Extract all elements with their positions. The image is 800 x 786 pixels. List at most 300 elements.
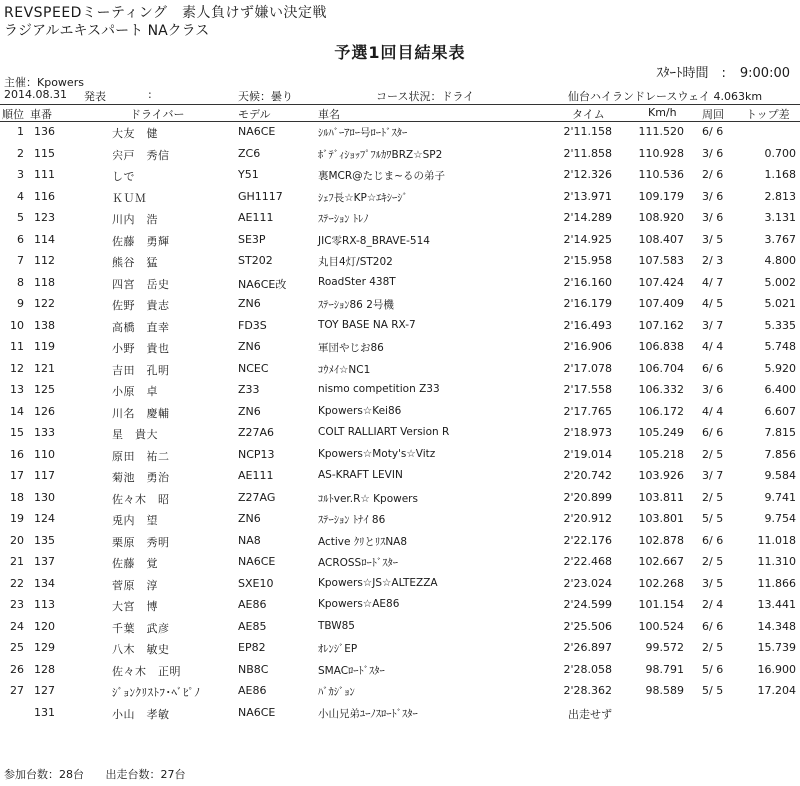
cell-car: TOY BASE NA RX-7 bbox=[318, 318, 416, 331]
cell-gap: 7.856 bbox=[764, 447, 796, 461]
cell-gap: 13.441 bbox=[757, 598, 796, 611]
cell-laps: 2/ 5 bbox=[702, 641, 724, 654]
cell-pos: 11 bbox=[10, 340, 24, 353]
cell-num: 121 bbox=[34, 361, 55, 375]
cell-time: 2'16.906 bbox=[563, 340, 612, 353]
cell-kmh: 106.704 bbox=[638, 361, 684, 375]
cell-num: 111 bbox=[34, 168, 55, 181]
cell-num: 126 bbox=[34, 404, 55, 418]
cell-model: NA6CE bbox=[238, 125, 276, 138]
cell-driver: 川名 慶輔 bbox=[112, 406, 170, 420]
table-row bbox=[0, 637, 800, 659]
cell-driver: 小野 貴也 bbox=[112, 342, 170, 355]
cell-time: 出走せず bbox=[568, 707, 612, 721]
cell-pos: 22 bbox=[10, 576, 24, 590]
table-row bbox=[0, 702, 800, 724]
table-row bbox=[0, 616, 800, 638]
cell-laps: 3/ 6 bbox=[702, 189, 724, 203]
cell-laps: 2/ 6 bbox=[702, 168, 724, 181]
meta-line bbox=[0, 88, 800, 104]
cell-model: NB8C bbox=[238, 662, 269, 676]
cell-pos: 15 bbox=[10, 426, 24, 439]
cell-kmh: 106.838 bbox=[638, 340, 684, 353]
header-car: 車名 bbox=[318, 108, 340, 121]
cell-model: Z27A6 bbox=[238, 426, 275, 439]
cell-time: 2'24.599 bbox=[563, 598, 612, 611]
cell-driver: 熊谷 猛 bbox=[112, 256, 158, 269]
cell-num: 118 bbox=[34, 275, 55, 289]
header-gap: トップ差 bbox=[746, 108, 790, 121]
cell-pos: 5 bbox=[17, 211, 24, 224]
cell-kmh: 106.172 bbox=[638, 404, 684, 418]
cell-car: 軍団やじお86 bbox=[318, 342, 384, 354]
cell-driver: 佐藤 勇輝 bbox=[112, 234, 170, 248]
cell-model: ZN6 bbox=[238, 404, 261, 418]
cell-kmh: 109.179 bbox=[638, 189, 684, 203]
cell-pos: 23 bbox=[10, 598, 24, 611]
cell-car: Active ｸﾘとﾘｽNA8 bbox=[318, 535, 408, 548]
cell-model: AE86 bbox=[238, 684, 267, 697]
cell-car: Kpowers☆AE86 bbox=[318, 598, 400, 610]
cell-car: RoadSter 438T bbox=[318, 275, 396, 288]
cell-time: 2'19.014 bbox=[563, 447, 612, 461]
cell-num: 114 bbox=[34, 232, 55, 246]
cell-gap: 5.021 bbox=[764, 297, 796, 310]
cell-model: FD3S bbox=[238, 318, 267, 332]
cell-model: AE85 bbox=[238, 619, 267, 633]
table-row bbox=[0, 379, 800, 401]
cell-car: ｵﾚﾝｼﾞEP bbox=[318, 643, 358, 655]
cell-time: 2'17.558 bbox=[563, 383, 612, 396]
cell-model: NCP13 bbox=[238, 447, 275, 461]
cell-kmh: 101.154 bbox=[638, 598, 684, 611]
cell-time: 2'14.925 bbox=[563, 232, 612, 246]
cell-time: 2'22.468 bbox=[563, 555, 612, 568]
cell-laps: 3/ 6 bbox=[702, 211, 724, 224]
cell-car: ACROSSﾛｰﾄﾞｽﾀｰ bbox=[318, 557, 398, 569]
table-row bbox=[0, 315, 800, 337]
cell-pos: 6 bbox=[17, 232, 24, 246]
cell-model: Z33 bbox=[238, 383, 260, 396]
cell-car: ｽﾃｰｼｮﾝ ﾄﾚﾉ bbox=[318, 213, 369, 225]
cell-model: ZN6 bbox=[238, 340, 261, 353]
cell-model: Z27AG bbox=[238, 490, 276, 504]
table-row bbox=[0, 594, 800, 616]
cell-car: COLT RALLIART Version R bbox=[318, 426, 450, 438]
cell-laps: 6/ 6 bbox=[702, 361, 724, 375]
cell-pos: 27 bbox=[10, 684, 24, 697]
cell-time: 2'14.289 bbox=[563, 211, 612, 224]
cell-pos: 21 bbox=[10, 555, 24, 568]
cell-laps: 2/ 5 bbox=[702, 447, 724, 461]
header-model: モデル bbox=[238, 108, 271, 121]
cell-driver: 大宮 博 bbox=[112, 600, 158, 613]
cell-model: SE3P bbox=[238, 232, 266, 246]
cell-car: nismo competition Z33 bbox=[318, 383, 440, 395]
cell-driver: 千葉 武彦 bbox=[112, 621, 170, 635]
cell-model: ZN6 bbox=[238, 512, 261, 525]
cell-gap: 11.018 bbox=[757, 533, 796, 547]
cell-car: SMACﾛｰﾄﾞｽﾀｰ bbox=[318, 664, 385, 677]
cell-pos: 18 bbox=[10, 490, 24, 504]
cell-pos: 7 bbox=[17, 254, 24, 267]
cell-num: 119 bbox=[34, 340, 55, 353]
weather: 天候：曇り bbox=[238, 90, 293, 103]
cell-pos: 9 bbox=[17, 297, 24, 310]
cell-num: 115 bbox=[34, 146, 55, 160]
cell-driver: 川内 浩 bbox=[112, 213, 158, 226]
cell-car: AS-KRAFT LEVIN bbox=[318, 469, 403, 481]
cell-car: ｽﾃｰｼｮﾝ86 2号機 bbox=[318, 299, 394, 311]
cell-driver: 高橋 直幸 bbox=[112, 320, 170, 334]
cell-time: 2'11.158 bbox=[563, 125, 612, 138]
cell-car: ﾊﾞｶｼﾞｮﾝ bbox=[318, 686, 355, 698]
cell-laps: 6/ 6 bbox=[702, 619, 724, 633]
cell-kmh: 99.572 bbox=[645, 641, 684, 654]
cell-time: 2'20.742 bbox=[563, 469, 612, 482]
cell-driver: 佐野 貴志 bbox=[112, 299, 170, 312]
cell-time: 2'11.858 bbox=[563, 146, 612, 160]
cell-kmh: 107.162 bbox=[638, 318, 684, 332]
cell-laps: 2/ 4 bbox=[702, 598, 724, 611]
class-title: ラジアルエキスパート NAクラス bbox=[4, 23, 210, 39]
cell-num: 116 bbox=[34, 189, 55, 203]
cell-num: 135 bbox=[34, 533, 55, 547]
cell-gap: 11.310 bbox=[757, 555, 796, 568]
entries-count: 参加台数：28台 bbox=[4, 768, 84, 781]
event-title: REVSPEEDミーティング 素人負けず嫌い決定戦 bbox=[4, 5, 328, 21]
cell-time: 2'22.176 bbox=[563, 533, 612, 547]
cell-car: ｼｪﾌ長☆KP☆ｴｷｼｰｼﾞ bbox=[318, 191, 408, 204]
cell-num: 136 bbox=[34, 125, 55, 138]
cell-num: 110 bbox=[34, 447, 55, 461]
cell-laps: 4/ 5 bbox=[702, 297, 724, 310]
cell-driver: 菅原 淳 bbox=[112, 578, 158, 592]
cell-car: 丸目4灯/ST202 bbox=[318, 256, 393, 268]
cell-driver: 吉田 孔明 bbox=[112, 363, 170, 377]
cell-kmh: 110.928 bbox=[638, 146, 684, 160]
starters-count: 出走台数：27台 bbox=[105, 768, 186, 781]
cell-kmh: 107.409 bbox=[638, 297, 684, 310]
cell-num: 127 bbox=[34, 684, 55, 697]
cell-laps: 5/ 6 bbox=[702, 662, 724, 676]
cell-gap: 5.920 bbox=[764, 361, 796, 375]
cell-driver: 八木 敏史 bbox=[112, 643, 170, 656]
cell-gap: 6.400 bbox=[764, 383, 796, 396]
cell-gap: 5.748 bbox=[764, 340, 796, 353]
cell-driver: 星 貴大 bbox=[112, 428, 158, 441]
cell-laps: 3/ 7 bbox=[702, 318, 724, 332]
header-driver: ドライバー bbox=[130, 108, 185, 121]
cell-laps: 3/ 7 bbox=[702, 469, 724, 482]
cell-driver: 宍戸 秀信 bbox=[112, 148, 170, 162]
cell-gap: 3.131 bbox=[764, 211, 796, 224]
cell-car: 小山兄弟ﾕｰﾉｽﾛｰﾄﾞｽﾀｰ bbox=[318, 707, 418, 720]
cell-laps: 6/ 6 bbox=[702, 426, 724, 439]
cell-time: 2'17.765 bbox=[563, 404, 612, 418]
cell-num: 112 bbox=[34, 254, 55, 267]
cell-driver: 兎内 望 bbox=[112, 514, 158, 527]
cell-car: Kpowers☆Kei86 bbox=[318, 404, 402, 417]
cell-time: 2'17.078 bbox=[563, 361, 612, 375]
cell-driver: 四宮 岳史 bbox=[112, 277, 170, 291]
cell-pos: 20 bbox=[10, 533, 24, 547]
cell-pos: 25 bbox=[10, 641, 24, 654]
cell-pos: 13 bbox=[10, 383, 24, 396]
cell-laps: 5/ 5 bbox=[702, 684, 724, 697]
cell-pos: 2 bbox=[17, 146, 24, 160]
cell-driver: 大友 健 bbox=[112, 127, 158, 140]
cell-pos: 1 bbox=[17, 125, 24, 138]
table-row bbox=[0, 487, 800, 509]
cell-gap: 9.754 bbox=[764, 512, 796, 525]
cell-kmh: 100.524 bbox=[638, 619, 684, 633]
table-row bbox=[0, 530, 800, 552]
cell-time: 2'20.899 bbox=[563, 490, 612, 504]
cell-gap: 6.607 bbox=[764, 404, 796, 418]
cell-pos: 14 bbox=[10, 404, 24, 418]
cell-driver: 佐々木 昭 bbox=[112, 492, 170, 506]
date: 2014.08.31 bbox=[4, 88, 67, 101]
cell-laps: 3/ 5 bbox=[702, 576, 724, 590]
cell-gap: 0.700 bbox=[764, 146, 796, 160]
cell-car: TBW85 bbox=[318, 619, 355, 632]
cell-gap: 1.168 bbox=[764, 168, 796, 181]
cell-car: ｽﾃｰｼｮﾝ ﾄﾅｲ 86 bbox=[318, 514, 386, 526]
cell-car: ｺｳﾒｲ☆NC1 bbox=[318, 363, 371, 376]
cell-car: ｺﾙﾄver.R☆ Kpowers bbox=[318, 492, 418, 505]
cell-num: 125 bbox=[34, 383, 55, 396]
cell-driver: ｼﾞｮﾝｸﾘｽﾄﾌ･ﾍﾞﾋﾟﾉ bbox=[112, 686, 201, 699]
cell-time: 2'28.362 bbox=[563, 684, 612, 697]
cell-kmh: 102.878 bbox=[638, 533, 684, 547]
cell-time: 2'26.897 bbox=[563, 641, 612, 654]
cell-car: Kpowers☆Moty's☆Vitz bbox=[318, 447, 436, 460]
cell-time: 2'25.506 bbox=[563, 619, 612, 633]
cell-pos: 26 bbox=[10, 662, 24, 676]
cell-kmh: 103.811 bbox=[638, 490, 684, 504]
cell-model: NA6CE bbox=[238, 705, 276, 719]
cell-laps: 2/ 5 bbox=[702, 490, 724, 504]
cell-num: 128 bbox=[34, 662, 55, 676]
cell-model: NA6CE bbox=[238, 555, 276, 568]
cell-num: 129 bbox=[34, 641, 55, 654]
table-row bbox=[0, 250, 800, 272]
cell-kmh: 105.249 bbox=[638, 426, 684, 439]
cell-model: NA6CE改 bbox=[238, 277, 287, 291]
table-row bbox=[0, 680, 800, 702]
cell-kmh: 108.920 bbox=[638, 211, 684, 224]
cell-time: 2'13.971 bbox=[563, 189, 612, 203]
cell-model: GH1117 bbox=[238, 189, 283, 203]
cell-driver: ＫＵＭ bbox=[112, 191, 147, 205]
cell-kmh: 102.667 bbox=[638, 555, 684, 568]
cell-kmh: 103.926 bbox=[638, 469, 684, 482]
cell-gap: 5.002 bbox=[764, 275, 796, 289]
course-condition: コース状況：ドライ bbox=[376, 90, 475, 103]
cell-car: 裏MCR@たじま~るの弟子 bbox=[318, 170, 445, 182]
cell-model: ZC6 bbox=[238, 146, 261, 160]
cell-model: Y51 bbox=[238, 168, 259, 181]
cell-num: 120 bbox=[34, 619, 55, 633]
cell-model: ST202 bbox=[238, 254, 273, 267]
cell-pos: 12 bbox=[10, 361, 24, 375]
cell-kmh: 103.801 bbox=[638, 512, 684, 525]
table-row bbox=[0, 659, 800, 681]
table-row bbox=[0, 551, 800, 573]
cell-laps: 4/ 7 bbox=[702, 275, 724, 289]
cell-pos: 19 bbox=[10, 512, 24, 525]
cell-time: 2'18.973 bbox=[563, 426, 612, 439]
cell-laps: 3/ 6 bbox=[702, 383, 724, 396]
table-header bbox=[0, 104, 800, 122]
cell-model: AE86 bbox=[238, 598, 267, 611]
start-time bbox=[656, 62, 790, 81]
cell-model: NA8 bbox=[238, 533, 261, 547]
header-laps: 周回 bbox=[702, 108, 724, 121]
cell-time: 2'16.179 bbox=[563, 297, 612, 310]
table-row bbox=[0, 444, 800, 466]
cell-kmh: 102.268 bbox=[638, 576, 684, 590]
cell-gap: 9.584 bbox=[764, 469, 796, 482]
cell-driver: 原田 祐二 bbox=[112, 449, 170, 463]
cell-gap: 17.204 bbox=[757, 684, 796, 697]
table-row bbox=[0, 401, 800, 423]
cell-gap: 14.348 bbox=[757, 619, 796, 633]
cell-model: NCEC bbox=[238, 361, 269, 375]
footer bbox=[4, 766, 204, 782]
header-time: タイム bbox=[572, 108, 605, 121]
cell-model: AE111 bbox=[238, 469, 274, 482]
cell-car: ｼﾙﾊﾞｰｱﾛｰ号ﾛｰﾄﾞｽﾀｰ bbox=[318, 127, 408, 139]
start-time-label: ｽﾀｰﾄ時間 : bbox=[656, 66, 726, 81]
table-row bbox=[0, 508, 800, 530]
cell-kmh: 108.407 bbox=[638, 232, 684, 246]
cell-time: 2'28.058 bbox=[563, 662, 612, 676]
cell-kmh: 106.332 bbox=[638, 383, 684, 396]
cell-num: 123 bbox=[34, 211, 55, 224]
header-kmh: Km/h bbox=[648, 106, 677, 119]
cell-kmh: 107.583 bbox=[638, 254, 684, 267]
cell-pos: 8 bbox=[17, 275, 24, 289]
organizer: 主催：Kpowers bbox=[4, 76, 84, 89]
cell-gap: 3.767 bbox=[764, 232, 796, 246]
cell-driver: 栗原 秀明 bbox=[112, 535, 170, 549]
start-time-value: 9:00:00 bbox=[739, 66, 790, 81]
cell-driver: 佐藤 覚 bbox=[112, 557, 158, 570]
table-row bbox=[0, 336, 800, 358]
cell-laps: 6/ 6 bbox=[702, 533, 724, 547]
table-row bbox=[0, 143, 800, 165]
cell-car: Kpowers☆JS☆ALTEZZA bbox=[318, 576, 438, 589]
table-row bbox=[0, 207, 800, 229]
cell-model: ZN6 bbox=[238, 297, 261, 310]
table-row bbox=[0, 573, 800, 595]
table-row bbox=[0, 121, 800, 143]
cell-num: 131 bbox=[34, 705, 55, 719]
cell-gap: 4.800 bbox=[764, 254, 796, 267]
cell-time: 2'16.493 bbox=[563, 318, 612, 332]
cell-laps: 6/ 6 bbox=[702, 125, 724, 138]
cell-driver: 佐々木 正明 bbox=[112, 664, 181, 678]
table-row bbox=[0, 164, 800, 186]
cell-laps: 5/ 5 bbox=[702, 512, 724, 525]
header-pos: 順位 bbox=[2, 108, 24, 121]
table-row bbox=[0, 358, 800, 380]
cell-gap: 7.815 bbox=[764, 426, 796, 439]
cell-driver: 小原 卓 bbox=[112, 385, 158, 398]
cell-pos: 3 bbox=[17, 168, 24, 181]
cell-time: 2'16.160 bbox=[563, 275, 612, 289]
cell-pos: 17 bbox=[10, 469, 24, 482]
cell-gap: 9.741 bbox=[764, 490, 796, 504]
cell-gap: 11.866 bbox=[757, 576, 796, 590]
announce-label: 発表 bbox=[84, 90, 106, 103]
cell-driver: 菊池 勇治 bbox=[112, 471, 170, 484]
cell-pos: 24 bbox=[10, 619, 24, 633]
announce-colon: : bbox=[148, 88, 152, 101]
cell-time: 2'12.326 bbox=[563, 168, 612, 181]
sheet-title: 予選1回目結果表 bbox=[334, 43, 466, 62]
cell-laps: 2/ 5 bbox=[702, 555, 724, 568]
cell-driver: 小山 孝敏 bbox=[112, 707, 170, 721]
cell-laps: 4/ 4 bbox=[702, 404, 724, 418]
cell-laps: 2/ 3 bbox=[702, 254, 724, 267]
circuit: 仙台ハイランドレースウェイ 4.063km bbox=[568, 90, 763, 103]
cell-num: 133 bbox=[34, 426, 55, 439]
cell-car: JIC零RX-8_BRAVE-514 bbox=[318, 234, 430, 247]
table-row bbox=[0, 186, 800, 208]
cell-kmh: 107.424 bbox=[638, 275, 684, 289]
table-row bbox=[0, 422, 800, 444]
cell-laps: 3/ 6 bbox=[702, 146, 724, 160]
cell-model: EP82 bbox=[238, 641, 266, 654]
cell-gap: 16.900 bbox=[757, 662, 796, 676]
cell-kmh: 98.589 bbox=[645, 684, 684, 697]
cell-pos: 4 bbox=[17, 189, 24, 203]
cell-gap: 15.739 bbox=[757, 641, 796, 654]
table-row bbox=[0, 229, 800, 251]
cell-num: 117 bbox=[34, 469, 55, 482]
cell-kmh: 110.536 bbox=[638, 168, 684, 181]
cell-driver: しで bbox=[112, 170, 135, 183]
table-row bbox=[0, 293, 800, 315]
cell-num: 138 bbox=[34, 318, 55, 332]
cell-laps: 4/ 4 bbox=[702, 340, 724, 353]
cell-kmh: 105.218 bbox=[638, 447, 684, 461]
cell-model: AE111 bbox=[238, 211, 274, 224]
cell-car: ﾎﾞﾃﾞｨｼｮｯﾌﾟﾌﾙｶﾜBRZ☆SP2 bbox=[318, 148, 443, 161]
table-row bbox=[0, 272, 800, 294]
cell-num: 137 bbox=[34, 555, 55, 568]
cell-num: 124 bbox=[34, 512, 55, 525]
cell-gap: 2.813 bbox=[764, 189, 796, 203]
cell-model: SXE10 bbox=[238, 576, 274, 590]
table-row bbox=[0, 465, 800, 487]
cell-gap: 5.335 bbox=[764, 318, 796, 332]
cell-kmh: 111.520 bbox=[638, 125, 684, 138]
cell-kmh: 98.791 bbox=[645, 662, 684, 676]
cell-num: 122 bbox=[34, 297, 55, 310]
cell-laps: 3/ 5 bbox=[702, 232, 724, 246]
cell-time: 2'20.912 bbox=[563, 512, 612, 525]
results-table bbox=[0, 121, 800, 723]
cell-num: 134 bbox=[34, 576, 55, 590]
cell-pos: 16 bbox=[10, 447, 24, 461]
cell-num: 113 bbox=[34, 598, 55, 611]
cell-time: 2'23.024 bbox=[563, 576, 612, 590]
cell-pos: 10 bbox=[10, 318, 24, 332]
